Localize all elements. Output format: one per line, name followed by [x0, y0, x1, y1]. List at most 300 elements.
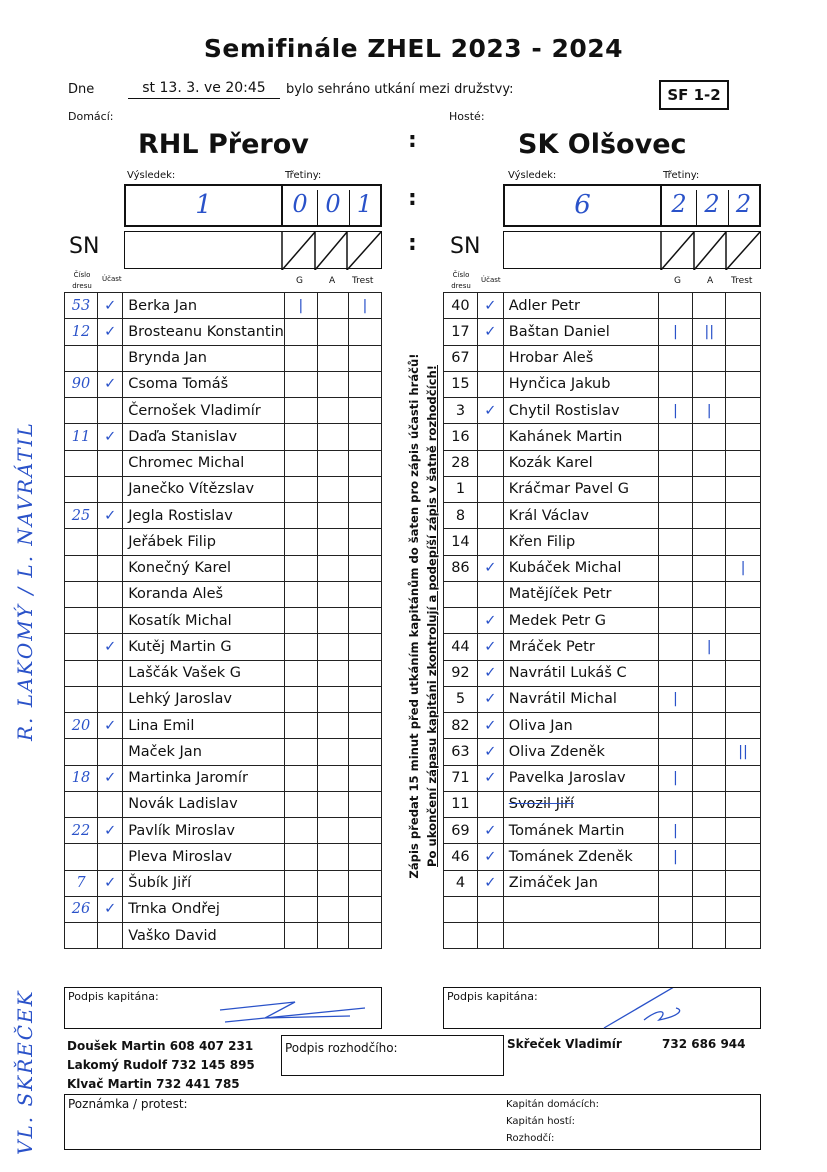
player-name[interactable]: Daďa Stanislav — [123, 424, 285, 450]
player-number[interactable]: 14 — [444, 529, 478, 555]
penalty-cell[interactable] — [348, 923, 381, 949]
goals-cell[interactable] — [658, 555, 693, 581]
goals-cell[interactable] — [284, 818, 317, 844]
penalty-cell[interactable] — [348, 870, 381, 896]
player-name[interactable]: Šubík Jiří — [123, 870, 285, 896]
assists-cell[interactable] — [317, 896, 348, 922]
penalty-cell[interactable] — [726, 371, 761, 397]
player-name[interactable]: Novák Ladislav — [123, 791, 285, 817]
player-name[interactable]: Mráček Petr — [503, 634, 658, 660]
goals-cell[interactable] — [658, 293, 693, 319]
attendance-check[interactable] — [98, 844, 123, 870]
penalty-cell[interactable] — [348, 686, 381, 712]
attendance-check[interactable] — [98, 529, 123, 555]
penalty-cell[interactable] — [348, 818, 381, 844]
assists-cell[interactable] — [693, 555, 726, 581]
player-name[interactable]: Csoma Tomáš — [123, 371, 285, 397]
attendance-check[interactable]: ✓ — [477, 713, 503, 739]
player-number[interactable]: 18 — [65, 765, 98, 791]
player-name[interactable]: Konečný Karel — [123, 555, 285, 581]
penalty-cell[interactable] — [348, 608, 381, 634]
penalty-cell[interactable]: | — [726, 555, 761, 581]
player-number[interactable] — [65, 555, 98, 581]
assists-cell[interactable] — [317, 345, 348, 371]
attendance-check[interactable]: ✓ — [477, 555, 503, 581]
goals-cell[interactable] — [284, 844, 317, 870]
player-name[interactable]: Svozil Jiří — [503, 791, 658, 817]
goals-cell[interactable]: | — [284, 293, 317, 319]
assists-cell[interactable] — [317, 450, 348, 476]
assists-cell[interactable] — [317, 713, 348, 739]
player-number[interactable]: 11 — [65, 424, 98, 450]
assists-cell[interactable] — [693, 923, 726, 949]
player-name[interactable]: Koranda Aleš — [123, 581, 285, 607]
penalty-cell[interactable] — [348, 371, 381, 397]
attendance-check[interactable]: ✓ — [98, 293, 123, 319]
attendance-check[interactable] — [98, 686, 123, 712]
player-number[interactable]: 28 — [444, 450, 478, 476]
attendance-check[interactable]: ✓ — [477, 319, 503, 345]
assists-cell[interactable] — [693, 844, 726, 870]
attendance-check[interactable]: ✓ — [98, 319, 123, 345]
player-name[interactable]: Kutěj Martin G — [123, 634, 285, 660]
goals-cell[interactable] — [284, 581, 317, 607]
attendance-check[interactable]: ✓ — [477, 818, 503, 844]
referee-signature-box[interactable] — [281, 1035, 504, 1076]
assists-cell[interactable] — [317, 686, 348, 712]
goals-cell[interactable] — [284, 503, 317, 529]
player-number[interactable]: 8 — [444, 503, 478, 529]
attendance-check[interactable]: ✓ — [477, 739, 503, 765]
goals-cell[interactable]: | — [658, 319, 693, 345]
assists-cell[interactable] — [317, 398, 348, 424]
player-name[interactable] — [503, 923, 658, 949]
goals-cell[interactable] — [284, 424, 317, 450]
player-name[interactable]: Pavelka Jaroslav — [503, 765, 658, 791]
assists-cell[interactable] — [693, 371, 726, 397]
attendance-check[interactable]: ✓ — [477, 765, 503, 791]
goals-cell[interactable] — [284, 713, 317, 739]
player-name[interactable]: Maček Jan — [123, 739, 285, 765]
attendance-check[interactable]: ✓ — [98, 371, 123, 397]
goals-cell[interactable] — [284, 345, 317, 371]
player-number[interactable] — [65, 345, 98, 371]
attendance-check[interactable] — [98, 791, 123, 817]
attendance-check[interactable] — [477, 476, 503, 502]
player-name[interactable]: Kahánek Martin — [503, 424, 658, 450]
penalty-cell[interactable] — [726, 581, 761, 607]
penalty-cell[interactable] — [348, 896, 381, 922]
player-name[interactable]: Adler Petr — [503, 293, 658, 319]
attendance-check[interactable] — [477, 450, 503, 476]
player-number[interactable]: 40 — [444, 293, 478, 319]
player-number[interactable]: 53 — [65, 293, 98, 319]
player-name[interactable]: Křen Filip — [503, 529, 658, 555]
goals-cell[interactable] — [284, 319, 317, 345]
player-name[interactable] — [503, 896, 658, 922]
penalty-cell[interactable] — [726, 293, 761, 319]
assists-cell[interactable] — [317, 660, 348, 686]
assists-cell[interactable] — [693, 424, 726, 450]
player-name[interactable]: Medek Petr G — [503, 608, 658, 634]
player-name[interactable]: Oliva Zdeněk — [503, 739, 658, 765]
attendance-check[interactable]: ✓ — [477, 686, 503, 712]
player-name[interactable]: Chromec Michal — [123, 450, 285, 476]
player-name[interactable]: Kozák Karel — [503, 450, 658, 476]
player-name[interactable]: Martinka Jaromír — [123, 765, 285, 791]
attendance-check[interactable] — [477, 503, 503, 529]
assists-cell[interactable] — [317, 424, 348, 450]
goals-cell[interactable] — [284, 529, 317, 555]
penalty-cell[interactable] — [348, 713, 381, 739]
player-name[interactable]: Král Václav — [503, 503, 658, 529]
goals-cell[interactable] — [284, 371, 317, 397]
player-name[interactable]: Hynčica Jakub — [503, 371, 658, 397]
player-name[interactable]: Matějíček Petr — [503, 581, 658, 607]
player-number[interactable] — [65, 634, 98, 660]
player-number[interactable]: 3 — [444, 398, 478, 424]
assists-cell[interactable] — [693, 686, 726, 712]
player-name[interactable]: Hrobar Aleš — [503, 345, 658, 371]
attendance-check[interactable] — [98, 739, 123, 765]
player-number[interactable]: 4 — [444, 870, 478, 896]
player-number[interactable]: 22 — [65, 818, 98, 844]
attendance-check[interactable] — [98, 476, 123, 502]
goals-cell[interactable] — [658, 870, 693, 896]
penalty-cell[interactable] — [348, 345, 381, 371]
attendance-check[interactable] — [98, 450, 123, 476]
attendance-check[interactable]: ✓ — [98, 765, 123, 791]
home-signature-box[interactable] — [64, 987, 382, 1029]
goals-cell[interactable] — [658, 529, 693, 555]
penalty-cell[interactable]: || — [726, 739, 761, 765]
attendance-check[interactable]: ✓ — [477, 870, 503, 896]
assists-cell[interactable] — [317, 293, 348, 319]
goals-cell[interactable] — [284, 923, 317, 949]
player-number[interactable]: 90 — [65, 371, 98, 397]
assists-cell[interactable] — [693, 765, 726, 791]
player-number[interactable] — [65, 608, 98, 634]
player-number[interactable]: 92 — [444, 660, 478, 686]
player-number[interactable]: 11 — [444, 791, 478, 817]
attendance-check[interactable]: ✓ — [98, 634, 123, 660]
assists-cell[interactable]: || — [693, 319, 726, 345]
attendance-check[interactable] — [98, 923, 123, 949]
penalty-cell[interactable] — [726, 529, 761, 555]
assists-cell[interactable] — [693, 660, 726, 686]
penalty-cell[interactable]: | — [348, 293, 381, 319]
player-number[interactable]: 63 — [444, 739, 478, 765]
player-number[interactable]: 71 — [444, 765, 478, 791]
assists-cell[interactable] — [693, 581, 726, 607]
goals-cell[interactable] — [658, 713, 693, 739]
assists-cell[interactable] — [317, 529, 348, 555]
goals-cell[interactable] — [658, 503, 693, 529]
assists-cell[interactable] — [317, 739, 348, 765]
player-name[interactable]: Jegla Rostislav — [123, 503, 285, 529]
player-number[interactable] — [65, 686, 98, 712]
penalty-cell[interactable] — [348, 398, 381, 424]
assists-cell[interactable]: | — [693, 398, 726, 424]
player-name[interactable]: Oliva Jan — [503, 713, 658, 739]
player-number[interactable]: 15 — [444, 371, 478, 397]
assists-cell[interactable] — [693, 739, 726, 765]
penalty-cell[interactable] — [726, 686, 761, 712]
assists-cell[interactable] — [317, 555, 348, 581]
penalty-cell[interactable] — [348, 450, 381, 476]
player-number[interactable] — [444, 923, 478, 949]
assists-cell[interactable] — [317, 503, 348, 529]
attendance-check[interactable]: ✓ — [98, 503, 123, 529]
assists-cell[interactable] — [693, 896, 726, 922]
player-name[interactable]: Kubáček Michal — [503, 555, 658, 581]
assists-cell[interactable] — [693, 450, 726, 476]
penalty-cell[interactable] — [726, 608, 761, 634]
assists-cell[interactable] — [317, 581, 348, 607]
penalty-cell[interactable] — [726, 660, 761, 686]
attendance-check[interactable] — [477, 896, 503, 922]
goals-cell[interactable] — [658, 634, 693, 660]
player-name[interactable]: Kosatík Michal — [123, 608, 285, 634]
attendance-check[interactable]: ✓ — [98, 870, 123, 896]
penalty-cell[interactable] — [348, 660, 381, 686]
player-number[interactable] — [444, 581, 478, 607]
assists-cell[interactable] — [693, 791, 726, 817]
player-number[interactable]: 69 — [444, 818, 478, 844]
penalty-cell[interactable] — [348, 476, 381, 502]
player-name[interactable]: Vaško David — [123, 923, 285, 949]
goals-cell[interactable]: | — [658, 765, 693, 791]
goals-cell[interactable] — [658, 923, 693, 949]
player-number[interactable] — [444, 896, 478, 922]
penalty-cell[interactable] — [348, 739, 381, 765]
assists-cell[interactable] — [317, 608, 348, 634]
assists-cell[interactable] — [317, 923, 348, 949]
attendance-check[interactable]: ✓ — [477, 634, 503, 660]
assists-cell[interactable] — [693, 529, 726, 555]
player-name[interactable]: Pavlík Miroslav — [123, 818, 285, 844]
penalty-cell[interactable] — [726, 345, 761, 371]
player-number[interactable]: 20 — [65, 713, 98, 739]
assists-cell[interactable] — [693, 503, 726, 529]
player-number[interactable]: 44 — [444, 634, 478, 660]
player-number[interactable] — [444, 608, 478, 634]
goals-cell[interactable] — [658, 896, 693, 922]
player-name[interactable]: Berka Jan — [123, 293, 285, 319]
player-number[interactable] — [65, 923, 98, 949]
player-number[interactable] — [65, 739, 98, 765]
player-name[interactable]: Tománek Zdeněk — [503, 844, 658, 870]
player-name[interactable]: Brynda Jan — [123, 345, 285, 371]
attendance-check[interactable]: ✓ — [477, 293, 503, 319]
player-number[interactable] — [65, 476, 98, 502]
attendance-check[interactable] — [98, 581, 123, 607]
goals-cell[interactable] — [284, 765, 317, 791]
attendance-check[interactable] — [477, 791, 503, 817]
goals-cell[interactable] — [658, 660, 693, 686]
assists-cell[interactable] — [693, 818, 726, 844]
goals-cell[interactable]: | — [658, 818, 693, 844]
player-name[interactable]: Jeřábek Filip — [123, 529, 285, 555]
goals-cell[interactable] — [658, 345, 693, 371]
attendance-check[interactable] — [98, 555, 123, 581]
player-number[interactable]: 26 — [65, 896, 98, 922]
player-number[interactable] — [65, 844, 98, 870]
player-number[interactable]: 16 — [444, 424, 478, 450]
player-name[interactable]: Trnka Ondřej — [123, 896, 285, 922]
player-name[interactable]: Brosteanu Konstantin — [123, 319, 285, 345]
penalty-cell[interactable] — [348, 503, 381, 529]
attendance-check[interactable]: ✓ — [477, 844, 503, 870]
penalty-cell[interactable] — [348, 844, 381, 870]
goals-cell[interactable] — [284, 870, 317, 896]
player-number[interactable]: 25 — [65, 503, 98, 529]
assists-cell[interactable] — [317, 818, 348, 844]
penalty-cell[interactable] — [726, 450, 761, 476]
penalty-cell[interactable] — [348, 529, 381, 555]
player-number[interactable] — [65, 791, 98, 817]
goals-cell[interactable] — [284, 896, 317, 922]
goals-cell[interactable] — [658, 371, 693, 397]
player-name[interactable]: Navrátil Lukáš C — [503, 660, 658, 686]
attendance-check[interactable]: ✓ — [98, 713, 123, 739]
assists-cell[interactable] — [693, 608, 726, 634]
penalty-cell[interactable] — [726, 398, 761, 424]
goals-cell[interactable]: | — [658, 844, 693, 870]
notes-box[interactable] — [64, 1094, 761, 1150]
player-name[interactable]: Zimáček Jan — [503, 870, 658, 896]
assists-cell[interactable] — [317, 634, 348, 660]
player-number[interactable] — [65, 529, 98, 555]
goals-cell[interactable] — [284, 398, 317, 424]
attendance-check[interactable]: ✓ — [477, 660, 503, 686]
assists-cell[interactable] — [317, 371, 348, 397]
penalty-cell[interactable] — [726, 503, 761, 529]
goals-cell[interactable] — [658, 476, 693, 502]
penalty-cell[interactable] — [348, 634, 381, 660]
player-name[interactable]: Kráčmar Pavel G — [503, 476, 658, 502]
goals-cell[interactable] — [284, 686, 317, 712]
attendance-check[interactable]: ✓ — [98, 424, 123, 450]
assists-cell[interactable] — [693, 713, 726, 739]
penalty-cell[interactable] — [348, 765, 381, 791]
attendance-check[interactable] — [477, 581, 503, 607]
player-number[interactable]: 12 — [65, 319, 98, 345]
player-name[interactable]: Černošek Vladimír — [123, 398, 285, 424]
penalty-cell[interactable] — [726, 765, 761, 791]
penalty-cell[interactable] — [726, 870, 761, 896]
goals-cell[interactable] — [658, 608, 693, 634]
goals-cell[interactable] — [284, 634, 317, 660]
attendance-check[interactable]: ✓ — [477, 398, 503, 424]
penalty-cell[interactable] — [348, 791, 381, 817]
assists-cell[interactable] — [693, 870, 726, 896]
penalty-cell[interactable] — [726, 818, 761, 844]
player-number[interactable]: 67 — [444, 345, 478, 371]
player-number[interactable]: 46 — [444, 844, 478, 870]
player-number[interactable] — [65, 660, 98, 686]
penalty-cell[interactable] — [348, 555, 381, 581]
attendance-check[interactable] — [477, 345, 503, 371]
player-number[interactable] — [65, 398, 98, 424]
attendance-check[interactable] — [477, 529, 503, 555]
attendance-check[interactable] — [98, 345, 123, 371]
assists-cell[interactable] — [317, 844, 348, 870]
goals-cell[interactable]: | — [658, 686, 693, 712]
player-name[interactable]: Chytil Rostislav — [503, 398, 658, 424]
player-name[interactable]: Baštan Daniel — [503, 319, 658, 345]
attendance-check[interactable]: ✓ — [98, 896, 123, 922]
goals-cell[interactable] — [658, 450, 693, 476]
penalty-cell[interactable] — [348, 581, 381, 607]
penalty-cell[interactable] — [726, 634, 761, 660]
player-name[interactable]: Navrátil Michal — [503, 686, 658, 712]
goals-cell[interactable] — [658, 424, 693, 450]
attendance-check[interactable]: ✓ — [98, 818, 123, 844]
assists-cell[interactable] — [693, 476, 726, 502]
penalty-cell[interactable] — [726, 844, 761, 870]
player-name[interactable]: Lehký Jaroslav — [123, 686, 285, 712]
assists-cell[interactable] — [317, 791, 348, 817]
player-name[interactable]: Janečko Vítězslav — [123, 476, 285, 502]
attendance-check[interactable]: ✓ — [477, 608, 503, 634]
penalty-cell[interactable] — [348, 319, 381, 345]
goals-cell[interactable] — [658, 791, 693, 817]
player-name[interactable]: Tománek Martin — [503, 818, 658, 844]
attendance-check[interactable] — [477, 371, 503, 397]
assists-cell[interactable] — [693, 345, 726, 371]
player-number[interactable]: 17 — [444, 319, 478, 345]
player-number[interactable]: 7 — [65, 870, 98, 896]
goals-cell[interactable] — [284, 555, 317, 581]
penalty-cell[interactable] — [348, 424, 381, 450]
attendance-check[interactable] — [98, 660, 123, 686]
goals-cell[interactable] — [658, 581, 693, 607]
attendance-check[interactable] — [98, 398, 123, 424]
goals-cell[interactable] — [284, 476, 317, 502]
player-number[interactable]: 1 — [444, 476, 478, 502]
attendance-check[interactable] — [477, 424, 503, 450]
player-number[interactable]: 86 — [444, 555, 478, 581]
player-number[interactable] — [65, 581, 98, 607]
penalty-cell[interactable] — [726, 476, 761, 502]
penalty-cell[interactable] — [726, 424, 761, 450]
goals-cell[interactable] — [284, 739, 317, 765]
player-number[interactable]: 5 — [444, 686, 478, 712]
goals-cell[interactable] — [284, 450, 317, 476]
away-signature-box[interactable] — [443, 987, 761, 1029]
penalty-cell[interactable] — [726, 923, 761, 949]
player-name[interactable]: Laščák Vašek G — [123, 660, 285, 686]
assists-cell[interactable] — [317, 765, 348, 791]
penalty-cell[interactable] — [726, 713, 761, 739]
goals-cell[interactable]: | — [658, 398, 693, 424]
player-number[interactable] — [65, 450, 98, 476]
goals-cell[interactable] — [658, 739, 693, 765]
player-name[interactable]: Pleva Miroslav — [123, 844, 285, 870]
assists-cell[interactable] — [317, 319, 348, 345]
penalty-cell[interactable] — [726, 896, 761, 922]
assists-cell[interactable] — [317, 870, 348, 896]
penalty-cell[interactable] — [726, 791, 761, 817]
player-name[interactable]: Lina Emil — [123, 713, 285, 739]
goals-cell[interactable] — [284, 608, 317, 634]
attendance-check[interactable] — [98, 608, 123, 634]
player-number[interactable]: 82 — [444, 713, 478, 739]
attendance-check[interactable] — [477, 923, 503, 949]
goals-cell[interactable] — [284, 791, 317, 817]
assists-cell[interactable] — [317, 476, 348, 502]
